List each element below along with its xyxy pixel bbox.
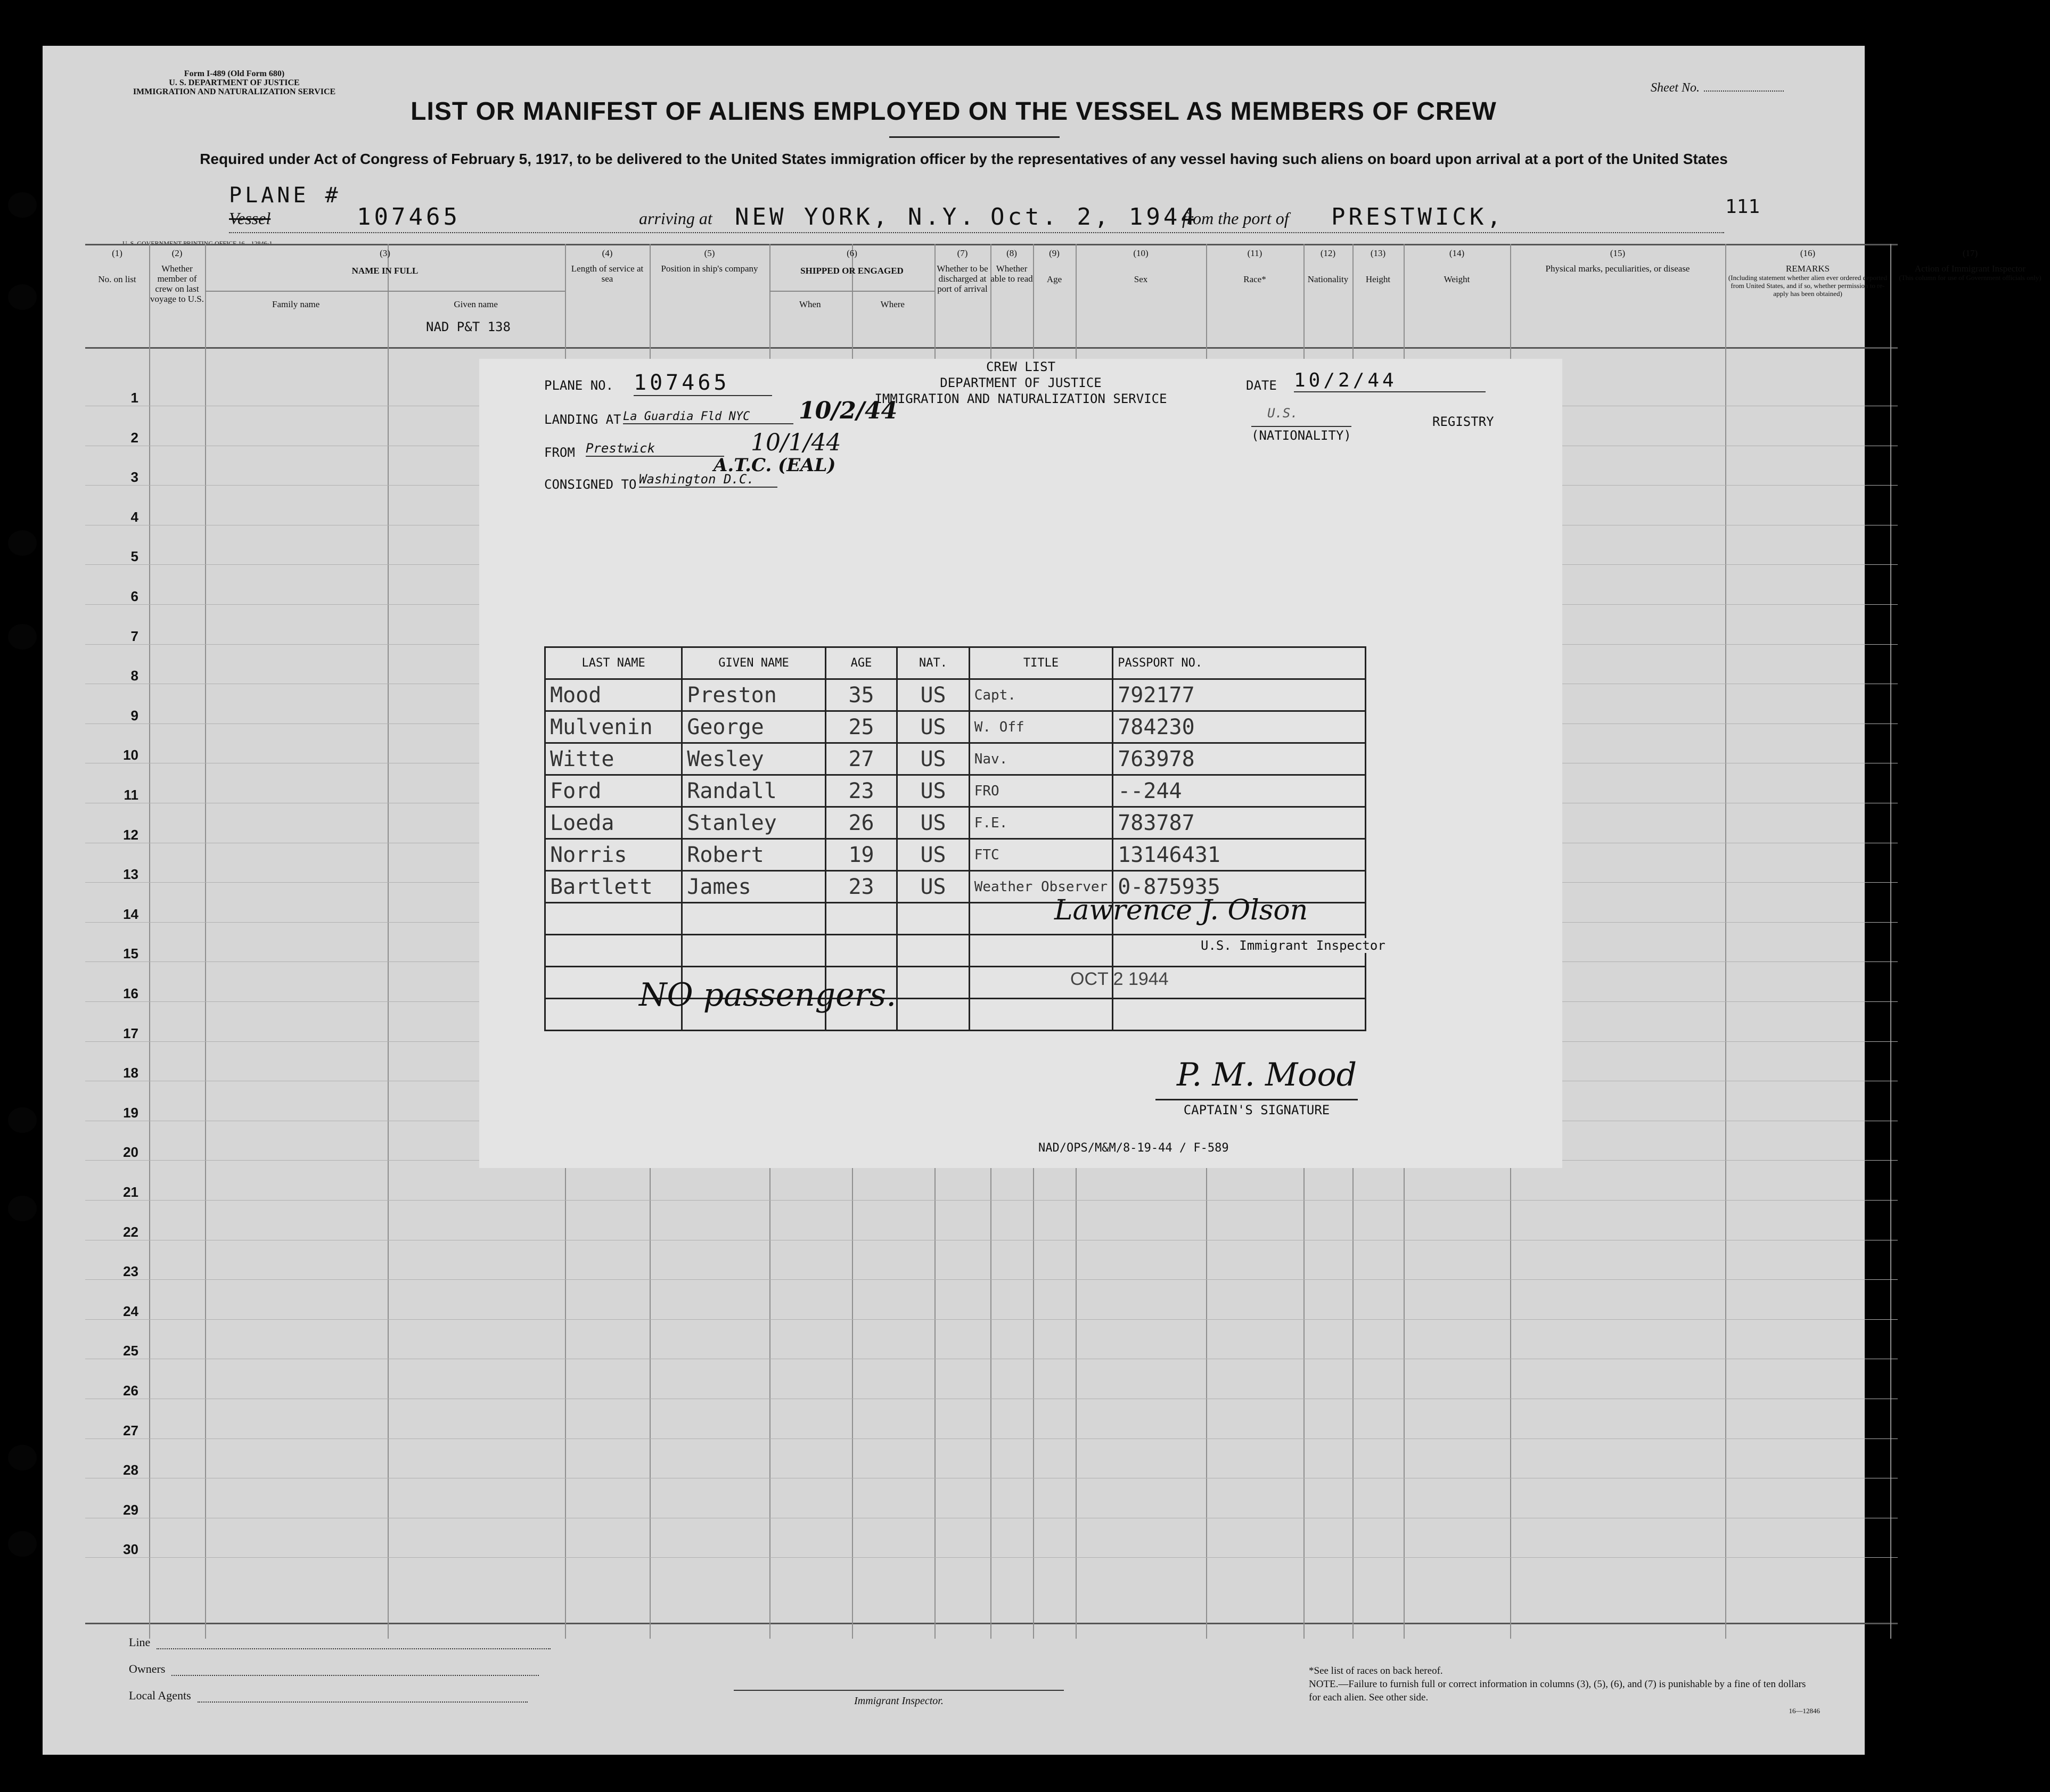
passport-cell: --244 [1113, 775, 1366, 807]
row-number: 28 [123, 1462, 138, 1478]
title-cell [969, 999, 1112, 1031]
column-number: (13) [1370, 248, 1386, 258]
row-number: 18 [123, 1065, 138, 1081]
punch-hole [8, 624, 37, 650]
last-name-cell [545, 903, 682, 935]
landing-label: LANDING AT [544, 412, 621, 427]
row-number: 12 [123, 826, 138, 843]
table-row [545, 679, 1366, 711]
inspector-title: U.S. Immigrant Inspector [1201, 938, 1385, 953]
sheet-number: Sheet No. [1651, 81, 1784, 95]
age-cell: 35 [825, 679, 897, 711]
given-name-cell [682, 903, 825, 935]
column-header [650, 248, 769, 274]
atc-note: A.T.C. (EAL) [714, 455, 836, 476]
passport-cell: 13146431 [1113, 839, 1366, 871]
row-number: 9 [130, 707, 138, 724]
arriving-label: arriving at [639, 209, 712, 228]
inspector-signature: Lawrence J. Olson [1054, 894, 1308, 926]
punch-hole [8, 1445, 37, 1470]
col-given-name: GIVEN NAME [682, 647, 825, 679]
row-number: 24 [123, 1303, 138, 1319]
nat-cell: US [897, 871, 969, 903]
column-header [1404, 248, 1510, 284]
plane-no-label: PLANE NO. [544, 378, 614, 393]
column-header [205, 248, 565, 309]
given-name-cell: Randall [682, 775, 825, 807]
row-number: 2 [130, 429, 138, 446]
column-number: (1) [112, 248, 122, 258]
row-number: 5 [130, 548, 138, 565]
row-number: 19 [123, 1104, 138, 1121]
form-title: LIST OR MANIFEST OF ALIENS EMPLOYED ON THE VESSEL AS MEMBERS OF CREW [411, 97, 1497, 126]
passport-cell: 784230 [1113, 711, 1366, 743]
landing-value: La Guardia Fld NYC [623, 410, 793, 424]
nat-cell: US [897, 711, 969, 743]
last-name-cell: Ford [545, 775, 682, 807]
column-header [1076, 248, 1206, 284]
column-header [769, 248, 934, 309]
vessel-number: 107465 [357, 203, 461, 231]
col-nat: NAT. [897, 647, 969, 679]
date-label: DATE [1246, 378, 1277, 393]
column-header [934, 248, 990, 294]
column-number: (12) [1320, 248, 1336, 258]
column-number: (9) [1049, 248, 1060, 258]
column-header [1725, 248, 1890, 298]
row-number: 29 [123, 1501, 138, 1518]
last-name-cell: Norris [545, 839, 682, 871]
column-header [990, 248, 1033, 284]
nat-cell [897, 903, 969, 935]
column-number: (16) [1800, 248, 1816, 258]
title-cell: Weather Observer [969, 871, 1112, 903]
consigned-value: Washington D.C. [639, 472, 777, 488]
column-header [1033, 248, 1076, 284]
column-sub-label: Where [880, 299, 905, 309]
footer-line: Line [129, 1635, 551, 1649]
column-header [1510, 248, 1725, 274]
column-label: NAME IN FULL [351, 266, 419, 276]
column-number: (15) [1610, 248, 1626, 258]
punch-hole [8, 192, 37, 218]
column-number: (8) [1006, 248, 1017, 258]
title-cell: F.E. [969, 807, 1112, 839]
age-cell [825, 903, 897, 935]
age-cell: 19 [825, 839, 897, 871]
col-last-name: LAST NAME [545, 647, 682, 679]
age-cell [825, 935, 897, 967]
title-cell: Capt. [969, 679, 1112, 711]
column-label: Physical marks, peculiarities, or disease [1545, 264, 1690, 274]
col-passport: PASSPORT NO. [1113, 647, 1366, 679]
column-number: (6) [847, 248, 857, 258]
column-number: (4) [602, 248, 613, 258]
passport-cell: 763978 [1113, 743, 1366, 775]
crew-table [544, 646, 1366, 1031]
nat-cell: US [897, 807, 969, 839]
age-cell: 25 [825, 711, 897, 743]
title-rule [889, 136, 1060, 138]
crew-list-footer-ref: NAD/OPS/M&M/8-19-44 / F-589 [1038, 1141, 1229, 1155]
last-name-cell: Witte [545, 743, 682, 775]
nat-cell: US [897, 839, 969, 871]
vessel-line [229, 205, 1724, 233]
captain-signature-label: CAPTAIN'S SIGNATURE [1155, 1099, 1358, 1117]
last-name-cell: Loeda [545, 807, 682, 839]
form-number: Form I-489 (Old Form 680) [184, 69, 285, 78]
nat-cell [897, 935, 969, 967]
row-number: 11 [124, 787, 138, 803]
arrival-date: Oct. 2, 1944 [990, 203, 1198, 231]
age-cell: 26 [825, 807, 897, 839]
given-name-cell: James [682, 871, 825, 903]
row-number: 16 [123, 985, 138, 1001]
column-label: Age [1046, 274, 1062, 284]
last-name-cell [545, 935, 682, 967]
nat-cell: US [897, 679, 969, 711]
row-number: 3 [130, 469, 138, 486]
footer-note: *See list of races on back hereof. NOTE.—Failure to furnish full or correct information in columns (3), (5), (6), and (7) is punishable by a fine of ten dollars for each alien. See other side. 16—12846 [1309, 1665, 1820, 1715]
row-number: 26 [123, 1383, 138, 1399]
row-number: 23 [123, 1263, 138, 1280]
table-row [545, 775, 1366, 807]
last-name-cell: Bartlett [545, 871, 682, 903]
vessel-label: Vessel [229, 209, 271, 228]
column-label: No. on list [98, 274, 136, 284]
nat-cell [897, 999, 969, 1031]
column-sub-label: When [799, 299, 821, 309]
table-row [545, 807, 1366, 839]
age-cell: 23 [825, 871, 897, 903]
row-number: 10 [123, 747, 138, 763]
arriving-value: NEW YORK, N.Y. [735, 203, 977, 231]
from-port-label: from the port of [1182, 209, 1289, 228]
column-label: Height [1365, 274, 1391, 284]
column-label: Sex [1134, 274, 1148, 284]
footer-inspector: Immigrant Inspector. [734, 1690, 1064, 1707]
crew-list-card [426, 319, 1562, 1168]
title-cell: W. Off [969, 711, 1112, 743]
footer-owners: Owners [129, 1662, 539, 1676]
column-label: Whether member of crew on last voyage to U.S. [150, 264, 204, 304]
crew-list-ref: NAD P&T 138 [426, 319, 511, 334]
column-label: SHIPPED OR ENGAGED [800, 266, 904, 276]
column-sub-label: Family name [272, 299, 320, 309]
plane-no-value: 107465 [634, 371, 772, 396]
column-number: (11) [1247, 248, 1262, 258]
column-number: (14) [1449, 248, 1465, 258]
last-name-cell: Mulvenin [545, 711, 682, 743]
nat-cell: US [897, 743, 969, 775]
column-number: (3) [380, 248, 390, 258]
given-name-cell: Preston [682, 679, 825, 711]
row-number: 8 [130, 668, 138, 684]
stamp-date: OCT 2 1944 [1070, 969, 1169, 989]
row-number: 6 [130, 588, 138, 604]
column-label: Whether to be discharged at port of arrival [937, 264, 988, 294]
from-date: 10/1/44 [751, 429, 841, 456]
column-label: Whether able to read [990, 264, 1033, 284]
crew-table-header [545, 647, 1366, 679]
punch-hole [8, 1531, 37, 1557]
row-number: 13 [123, 866, 138, 883]
age-cell: 23 [825, 775, 897, 807]
column-header [565, 248, 650, 284]
row-number: 17 [123, 1025, 138, 1041]
form-subtitle: Required under Act of Congress of February 5, 1917, to be delivered to the United States immigration officer by the representatives of any vessel having such aliens on board upon arrival at a port of the United States [200, 151, 1728, 167]
page-number: 111 [1725, 196, 1760, 218]
punch-hole [8, 530, 37, 556]
column-number: (7) [957, 248, 968, 258]
age-cell: 27 [825, 743, 897, 775]
column-header [1352, 248, 1404, 284]
no-passengers-note: NO passengers. [639, 976, 897, 1014]
title-cell: FRO [969, 775, 1112, 807]
vessel-handwritten: PLANE # [229, 183, 341, 208]
nationality-value: U.S. [1267, 406, 1298, 421]
date-value: 10/2/44 [1294, 369, 1486, 392]
column-sub-note: (This column for use of Government officials only) [1899, 274, 2041, 282]
row-number: 4 [130, 508, 138, 525]
row-number: 22 [123, 1223, 138, 1240]
given-name-cell [682, 935, 825, 967]
column-label: Nationality [1307, 274, 1349, 284]
column-header [85, 248, 149, 284]
nat-cell [897, 967, 969, 999]
column-header [1890, 248, 2050, 282]
row-number: 1 [130, 390, 138, 406]
col-age: AGE [825, 647, 897, 679]
landing-date: 10/2/44 [799, 397, 898, 424]
row-number: 7 [130, 628, 138, 644]
row-number: 14 [123, 906, 138, 922]
row-number: 15 [123, 946, 138, 962]
registry-label: REGISTRY [1432, 414, 1494, 429]
row-number: 27 [123, 1422, 138, 1438]
title-cell: FTC [969, 839, 1112, 871]
captain-signature: P. M. Mood [1177, 1056, 1357, 1094]
from-value: Prestwick [586, 441, 724, 457]
punch-hole [8, 1196, 37, 1221]
nationality-label: (NATIONALITY) [1251, 426, 1351, 443]
footer-agents: Local Agents [129, 1689, 528, 1703]
column-header [1206, 248, 1303, 284]
row-number: 20 [123, 1144, 138, 1161]
last-name-cell: Mood [545, 679, 682, 711]
given-name-cell: Robert [682, 839, 825, 871]
printing-office: U. S. GOVERNMENT PRINTING OFFICE 16—12846-1 [122, 240, 273, 247]
title-cell: Nav. [969, 743, 1112, 775]
passport-cell [1113, 999, 1366, 1031]
from-label: FROM [544, 445, 575, 460]
column-sub-note: (Including statement whether alien ever ordered deported from United States, and if so, whether permission to re-apply has been obtained) [1728, 274, 1888, 298]
passport-cell: 783787 [1113, 807, 1366, 839]
crew-list-title: CREW LIST DEPARTMENT OF JUSTICE IMMIGRATION AND NATURALIZATION SERVICE [874, 359, 1167, 406]
column-label: Action of Immigrant Inspector [1914, 264, 2026, 274]
form-identifier [122, 69, 346, 96]
column-label: Length of service at sea [571, 264, 644, 284]
column-number: (5) [704, 248, 715, 258]
column-label: Race* [1243, 274, 1266, 284]
column-sub-label: Given name [454, 299, 498, 309]
column-header [1303, 248, 1352, 284]
row-number: 25 [123, 1343, 138, 1359]
col-title: TITLE [969, 647, 1112, 679]
punch-hole [8, 284, 37, 310]
manifest-sheet [43, 46, 2041, 1755]
given-name-cell: Wesley [682, 743, 825, 775]
punch-hole [8, 1107, 37, 1133]
passport-cell: 792177 [1113, 679, 1366, 711]
given-name-cell: George [682, 711, 825, 743]
row-number: 21 [123, 1184, 138, 1200]
consigned-label: CONSIGNED TO [544, 477, 637, 492]
table-row [545, 839, 1366, 871]
column-label: REMARKS [1785, 264, 1830, 274]
column-label: Weight [1444, 274, 1470, 284]
given-name-cell: Stanley [682, 807, 825, 839]
column-label: Position in ship's company [661, 264, 758, 274]
column-header [149, 248, 205, 304]
passport-cell: 0-875935 [1113, 871, 1366, 903]
row-number: 30 [123, 1541, 138, 1558]
title-cell [969, 935, 1112, 967]
nat-cell: US [897, 775, 969, 807]
service-name: IMMIGRATION AND NATURALIZATION SERVICE [133, 87, 336, 96]
table-row [545, 743, 1366, 775]
column-number: (17) [1962, 248, 1978, 258]
table-row [545, 711, 1366, 743]
column-number: (10) [1133, 248, 1149, 258]
department-name: U. S. DEPARTMENT OF JUSTICE [169, 78, 300, 87]
from-port-value: PRESTWICK, [1331, 203, 1504, 231]
column-number: (2) [171, 248, 183, 258]
